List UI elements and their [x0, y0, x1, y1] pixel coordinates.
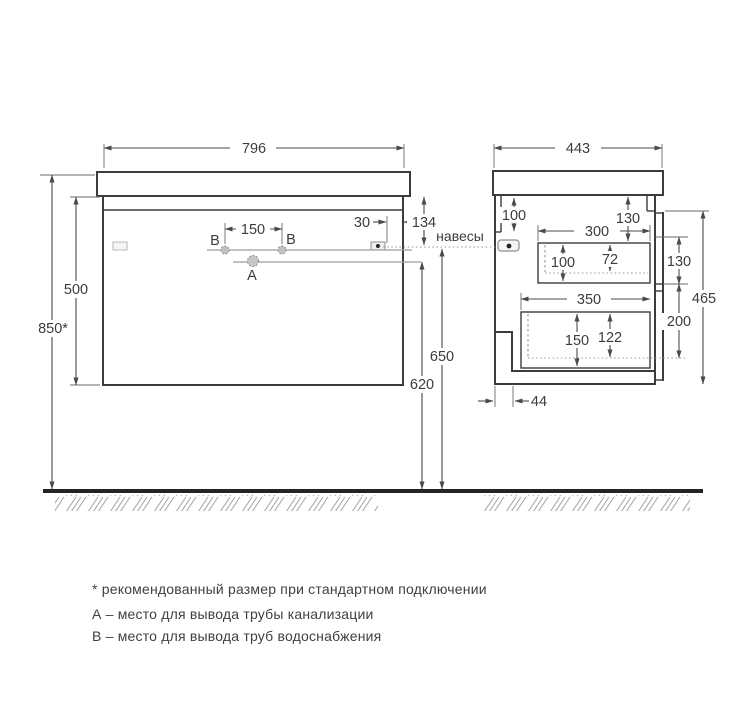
- front-width-label: 796: [241, 141, 267, 157]
- lower-front-height-label: 200: [666, 314, 692, 330]
- side-back-bottom-rail: [496, 332, 512, 371]
- left-hanger-bracket: [113, 242, 127, 250]
- depth-label: 443: [565, 141, 591, 157]
- side-view: [493, 171, 686, 384]
- front-countertop: [97, 172, 410, 196]
- upper-drawer-inner-label: 72: [601, 252, 619, 268]
- footnotes: [92, 581, 487, 644]
- hanger-drop-label: 134: [411, 215, 437, 231]
- water-outlet-b-right: [278, 246, 286, 254]
- note-recommended: * рекомендованный размер при стандартном подключении: [92, 581, 487, 597]
- lower-drawer-depth-label: 350: [576, 292, 602, 308]
- lower-drawer-height-label: 150: [564, 333, 590, 349]
- upper-drawer-height-label: 100: [550, 255, 576, 271]
- floor-hatching-right: [483, 495, 690, 511]
- hanger-offset-label: 30: [353, 215, 371, 231]
- mount-height-label: 850*: [38, 321, 68, 337]
- floor-hatching-left: [55, 495, 378, 511]
- b-left-label: B: [210, 233, 220, 249]
- floor-line: [43, 489, 703, 493]
- a-label: A: [247, 268, 257, 284]
- back-rail-label: 100: [501, 208, 527, 224]
- side-hanger-screw: [507, 244, 512, 249]
- note-b: В – место для вывода труб водоснабжения: [92, 628, 382, 644]
- front-total-height-label: 465: [691, 291, 717, 307]
- dimension-labels: [38, 141, 716, 410]
- drain-outlet-a: [248, 256, 259, 267]
- label-backgrounds: [32, 139, 723, 393]
- side-countertop: [493, 171, 663, 195]
- b-spacing-label: 150: [240, 222, 266, 238]
- hangers-text: навесы: [436, 228, 484, 244]
- upper-drawer-depth-label: 300: [584, 224, 610, 240]
- lower-drawer-inner-label: 122: [597, 330, 623, 346]
- top-clearance-label: 130: [615, 211, 641, 227]
- note-a: А – место для вывода трубы канализации: [92, 606, 374, 622]
- hanger-floor-label: 650: [429, 349, 455, 365]
- water-outlet-b-left: [221, 246, 229, 254]
- b-right-label: B: [286, 232, 296, 248]
- cabinet-height-label: 500: [63, 282, 89, 298]
- floor: [43, 489, 703, 511]
- front-view: [97, 172, 421, 385]
- upper-front-height-label: 130: [666, 254, 692, 270]
- drain-floor-label: 620: [409, 377, 435, 393]
- bottom-inset-label: 44: [530, 394, 548, 410]
